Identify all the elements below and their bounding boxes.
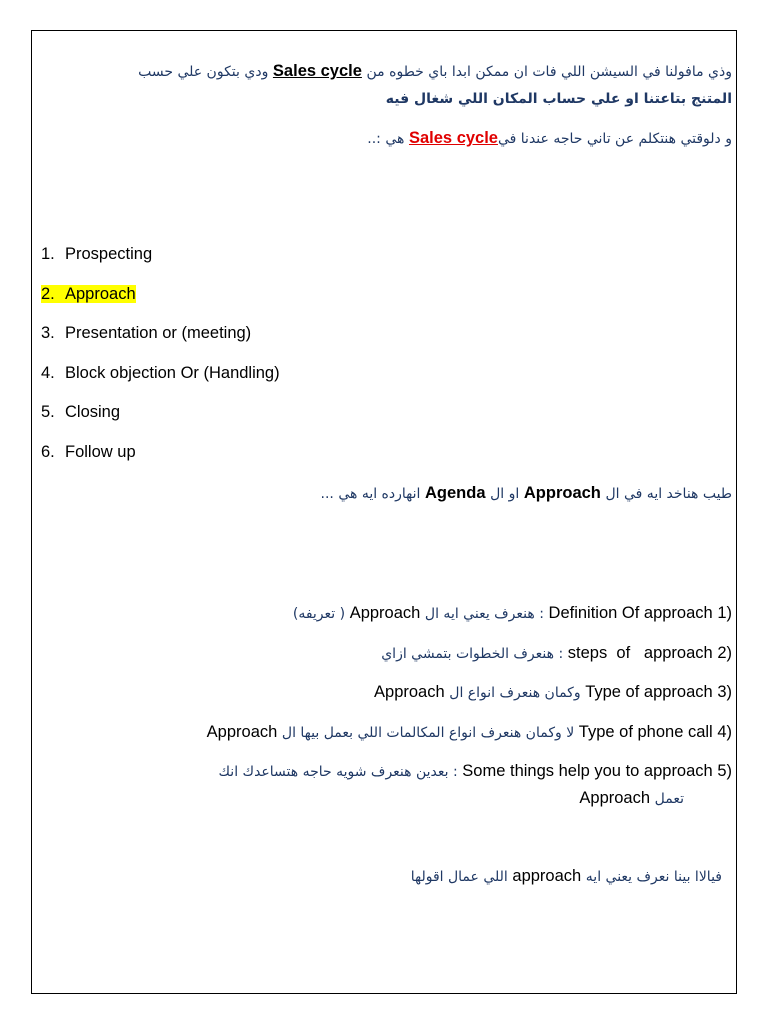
step-item: 4. Block objection Or (Handling) [41, 364, 280, 382]
sales-cycle-term-red: Sales cycle [408, 129, 498, 147]
intro-line-3 [367, 127, 732, 150]
page-border [31, 30, 737, 994]
step-item: 3. Presentation or (meeting) [41, 324, 252, 342]
agenda-item: (2 steps of approach : هنعرف الخطوات بتمشي ازاي [381, 644, 732, 662]
agenda-item: (1 Definition Of approach : هنعرف يعني ايه ال Approach ( تعريفه) [292, 604, 732, 622]
step-item: 1. Prospecting [41, 245, 153, 263]
step-item: 2. Approach [41, 285, 136, 303]
agenda-item: (5 Some things help you to approach : بعدين هنعرف شويه حاجه هتساعدك انك [218, 762, 732, 780]
agenda-item: (4 Type of phone call لا وكمان هنعرف انواع المكالمات اللي بعمل بيها ال Approach [206, 723, 732, 741]
intro-text: المتنج بتاعتنا او علي حساب المكان اللي شغال فيه [385, 91, 732, 107]
highlighted-step: Approach [65, 285, 136, 303]
agenda-item: (3 Type of approach وكمان هنعرف انواع ال Approach [374, 683, 732, 701]
intro-text: و دلوقتي هنتكلم عن تاني حاجه عندنا في [497, 131, 732, 147]
intro-text: ودي بتكون علي حسب [138, 64, 269, 80]
step-item: 6. Follow up [41, 443, 136, 461]
agenda-intro: طيب هناخد ايه في ال Approach او ال Agenda انهارده ايه هي ... [320, 484, 732, 502]
sales-cycle-term: Sales cycle [272, 62, 362, 80]
intro-line-2 [386, 87, 732, 110]
closing-line: فيالاا بينا نعرف يعني ايه approach اللي عمال اقولها [410, 867, 722, 885]
agenda-item-continuation: تعمل Approach [579, 789, 684, 807]
intro-line-1 [138, 60, 732, 83]
intro-text: هي :.. [367, 131, 405, 147]
step-item: 5. Closing [41, 403, 121, 421]
intro-text: وذي مافولنا في السيشن اللي فات ان ممكن ابدا باي خطوه من [366, 64, 732, 80]
